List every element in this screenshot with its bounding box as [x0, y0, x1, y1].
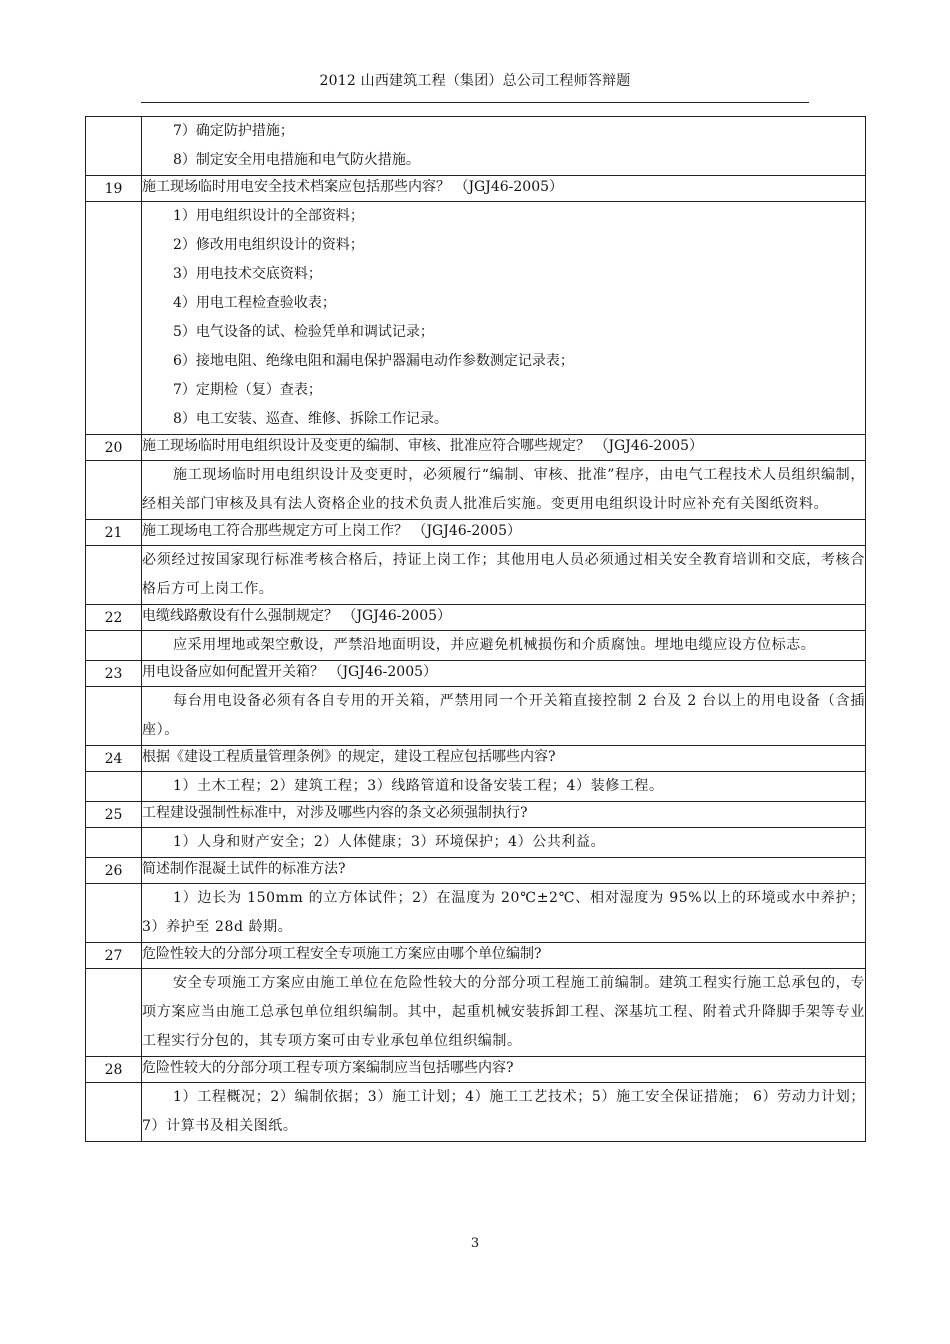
question-text: 危险性较大的分部分项工程安全专项施工方案应由哪个单位编制?: [142, 943, 866, 969]
question-text: 电缆线路敷设有什么强制规定？ （JGJ46-2005）: [142, 605, 866, 631]
answer-row: [86, 546, 866, 605]
question-number: 23: [86, 661, 142, 687]
question-row: [86, 605, 866, 631]
page-number: 3: [470, 1236, 480, 1251]
question-number: 27: [86, 943, 142, 969]
answer-row: [86, 202, 866, 435]
answer-row: [86, 884, 866, 943]
question-text: 施工现场临时用电安全技术档案应包括那些内容？ （JGJ46-2005）: [142, 176, 866, 202]
answer-row: [86, 772, 866, 802]
question-text: 施工现场电工符合那些规定方可上岗工作？ （JGJ46-2005）: [142, 520, 866, 546]
list-item: 3）用电技术交底资料；: [173, 266, 322, 282]
header-divider: [141, 102, 809, 103]
question-text: 施工现场临时用电组织设计及变更的编制、审核、批准应符合哪些规定？ （JGJ46-2005）: [142, 435, 866, 461]
question-text: 工程建设强制性标准中，对涉及哪些内容的条文必须强制执行?: [142, 802, 866, 828]
answer-row: [86, 687, 866, 746]
question-number: 25: [86, 802, 142, 828]
question-text: 危险性较大的分部分项工程专项方案编制应当包括哪些内容?: [142, 1057, 866, 1083]
answer-row: [86, 117, 866, 176]
list-item: 2）修改用电组织设计的资料；: [173, 237, 364, 253]
question-text: 用电设备应如何配置开关箱？ （JGJ46-2005）: [142, 661, 866, 687]
list-item: 8）制定安全用电措施和电气防火措施。: [173, 152, 420, 168]
question-number: 22: [86, 605, 142, 631]
answer-text: 1）工程概况；2）编制依据；3）施工计划；4）施工工艺技术；5）施工安全保证措施； 6）劳动力计划；7）计算书及相关图纸。: [142, 1089, 865, 1134]
question-row: [86, 802, 866, 828]
question-row: [86, 661, 866, 687]
list-item: 7）确定防护措施；: [173, 123, 294, 139]
question-row: [86, 858, 866, 884]
question-row: [86, 176, 866, 202]
question-row: [86, 943, 866, 969]
question-row: [86, 1057, 866, 1083]
question-number: 24: [86, 746, 142, 772]
question-number: 21: [86, 520, 142, 546]
answer-text: 1）人身和财产安全；2）人体健康；3）环境保护；4）公共利益。: [173, 834, 606, 850]
answer-text: 必须经过按国家现行标准考核合格后，持证上岗工作；其他用电人员必须通过相关安全教育培训和交底，考核合格后方可上岗工作。: [142, 552, 865, 597]
answer-row: [86, 1083, 866, 1142]
answer-text: 应采用埋地或架空敷设，严禁沿地面明设，并应避免机械损伤和介质腐蚀。埋地电缆应设方位标志。: [173, 637, 816, 653]
answer-text: 1）土木工程；2）建筑工程；3）线路管道和设备安装工程；4）装修工程。: [173, 778, 664, 794]
question-row: [86, 435, 866, 461]
list-item: 7）定期检（复）查表；: [173, 382, 322, 398]
answer-text: 安全专项施工方案应由施工单位在危险性较大的分部分项工程施工前编制。建筑工程实行施工总承包的，专项方案应当由施工总承包单位组织编制。其中，起重机械安装拆卸工程、深基坑工程、附着式升降脚手架等专业工程实行分包的，其专项方案可由专业承包单位组织编制。: [142, 975, 865, 1049]
page-header: 2012 山西建筑工程（集团）总公司工程师答辩题: [319, 73, 631, 89]
list-item: 4）用电工程检查验收表；: [173, 295, 336, 311]
question-number: 28: [86, 1057, 142, 1083]
answer-text: 1）边长为 150mm 的立方体试件；2）在温度为 20℃±2℃、相对湿度为 95%以上的环境或水中养护；3）养护至 28d 龄期。: [142, 890, 865, 935]
question-row: [86, 520, 866, 546]
answer-row: [86, 631, 866, 661]
list-item: 1）用电组织设计的全部资料；: [173, 208, 364, 224]
answer-row: [86, 461, 866, 520]
answer-text: 每台用电设备必须有各自专用的开关箱，严禁用同一个开关箱直接控制 2 台及 2 台以上的用电设备（含插座）。: [142, 693, 865, 738]
list-item: 8）电工安装、巡查、维修、拆除工作记录。: [173, 411, 448, 427]
answer-row: [86, 969, 866, 1057]
qa-table: [85, 116, 866, 1142]
question-row: [86, 746, 866, 772]
question-number: 19: [86, 176, 142, 202]
list-item: 6）接地电阻、绝缘电阻和漏电保护器漏电动作参数测定记录表；: [173, 353, 574, 369]
question-text: 简述制作混凝土试件的标准方法?: [142, 858, 866, 884]
answer-text: 施工现场临时用电组织设计及变更时，必须履行“编制、审核、批准”程序，由电气工程技术人员组织编制，经相关部门审核及具有法人资格企业的技术负责人批准后实施。变更用电组织设计时应补充有关图纸资料。: [142, 467, 865, 512]
answer-row: [86, 828, 866, 858]
list-item: 5）电气设备的试、检验凭单和调试记录；: [173, 324, 434, 340]
question-number: 20: [86, 435, 142, 461]
question-number: 26: [86, 858, 142, 884]
question-text: 根据《建设工程质量管理条例》的规定，建设工程应包括哪些内容?: [142, 746, 866, 772]
